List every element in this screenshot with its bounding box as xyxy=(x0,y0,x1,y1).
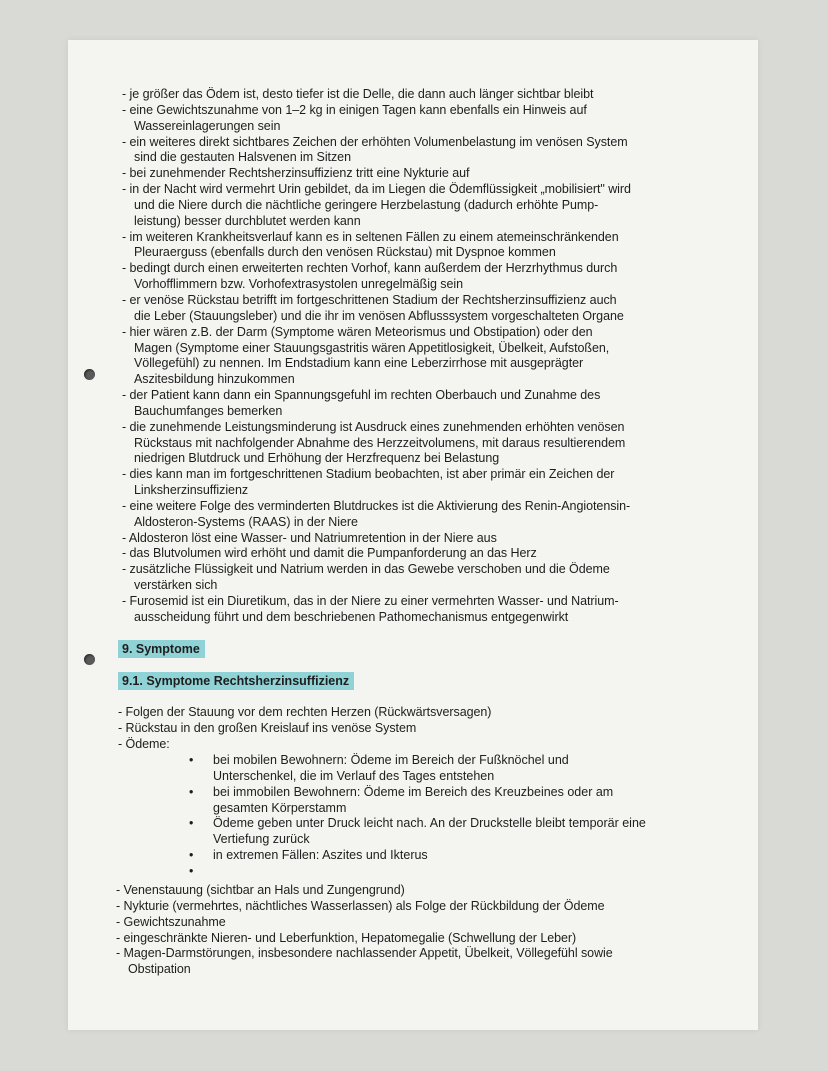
bullet-item xyxy=(186,816,646,848)
text-line: - hier wären z.B. der Darm (Symptome wären Meteorismus und Obstipation) oder den xyxy=(122,324,593,339)
text-line: - Magen-Darmstörungen, insbesondere nachlassender Appetit, Übelkeit, Völlegefühl sowie xyxy=(116,946,613,961)
text-line: - bei zunehmender Rechtsherzinsuffizienz tritt eine Nykturie auf xyxy=(122,166,470,181)
paragraph-block xyxy=(122,87,722,626)
text-line: - in der Nacht wird vermehrt Urin gebildet, da im Liegen die Ödemflüssigkeit „mobilisiert" wird xyxy=(122,182,631,197)
bullet-text: in extremen Fällen: Aszites und Ikterus xyxy=(213,848,428,863)
text-line: leistung) besser durchblutet werden kann xyxy=(134,213,361,228)
text-line: - Gewichtszunahme xyxy=(116,914,226,929)
text-line: die Leber (Stauungsleber) und die ihr im venösen Abflusssystem vorgeschalteten Organe xyxy=(134,308,624,323)
text-line: niedrigen Blutdruck und Erhöhung der Herzfrequenz bei Belastung xyxy=(134,451,500,466)
text-line: - der Patient kann dann ein Spannungsgefuhl im rechten Oberbauch und Zunahme des xyxy=(122,388,601,403)
bullet-icon: • xyxy=(189,816,194,831)
subsection-heading-text: 9.1. Symptome Rechtsherzinsuffizienz xyxy=(118,672,354,690)
text-line: sind die gestauten Halsvenen im Sitzen xyxy=(134,150,351,165)
text-line: und die Niere durch die nächtliche geringere Herzbelastung (dadurch erhöhte Pump- xyxy=(134,197,599,212)
bullet-item xyxy=(186,753,646,785)
text-line: - er venöse Rückstau betrifft im fortgeschrittenen Stadium der Rechtsherzinsuffizienz auch xyxy=(122,292,617,307)
text-line: - Rückstau in den großen Kreislauf ins venöse System xyxy=(118,720,417,735)
bullet-text: Vertiefung zurück xyxy=(213,832,310,847)
text-line: Linksherzinsuffizienz xyxy=(134,483,249,498)
bullet-icon: • xyxy=(189,848,194,863)
text-line: Wassereinlagerungen sein xyxy=(134,118,281,133)
punch-hole xyxy=(84,654,95,665)
text-line: - Folgen der Stauung vor dem rechten Herzen (Rückwärtsversagen) xyxy=(118,705,492,719)
text-line: - Ödeme: xyxy=(118,736,170,751)
section-heading xyxy=(118,642,205,656)
text-line: Rückstaus mit nachfolgender Abnahme des Herzzeitvolumens, mit daraus resultierendem xyxy=(134,435,626,450)
text-line: Aldosteron-Systems (RAAS) in der Niere xyxy=(134,514,358,529)
bullet-item xyxy=(186,864,646,880)
text-line: - ein weiteres direkt sichtbares Zeichen der erhöhten Volumenbelastung im venösen System xyxy=(122,134,628,149)
text-line: - Nykturie (vermehrtes, nächtliches Wasserlassen) als Folge der Rückbildung der Ödeme xyxy=(116,898,605,913)
text-line: Völlegefühl) zu nennen. Im Endstadium kann eine Leberzirrhose mit ausgeprägter xyxy=(134,356,584,371)
subsection-heading xyxy=(118,674,354,688)
punch-hole xyxy=(84,369,95,380)
text-line: - Furosemid ist ein Diuretikum, das in der Niere zu einer vermehrten Wasser- und Natrium- xyxy=(122,594,619,608)
bullet-item xyxy=(186,848,646,864)
symptom-list xyxy=(118,705,491,753)
text-line: - die zunehmende Leistungsminderung ist Ausdruck eines zunehmenden erhöhten venösen xyxy=(122,419,625,434)
bullet-icon: • xyxy=(189,784,194,799)
text-line: Bauchumfanges bemerken xyxy=(134,403,283,418)
text-line: - eingeschränkte Nieren- und Leberfunktion, Hepatomegalie (Schwellung der Leber) xyxy=(116,930,577,945)
edema-bullet-list xyxy=(186,753,646,880)
text-line: Magen (Symptome einer Stauungsgastritis wären Appetitlosigkeit, Übelkeit, Aufstoßen, xyxy=(134,340,610,355)
bullet-icon: • xyxy=(189,753,194,767)
text-line: - dies kann man im fortgeschrittenen Stadium beobachten, ist aber primär ein Zeichen der xyxy=(122,467,615,482)
text-line: Pleuraerguss (ebenfalls durch den venösen Rückstau) mit Dyspnoe kommen xyxy=(134,245,556,260)
text-line: Obstipation xyxy=(128,962,191,977)
text-line: ausscheidung führt und dem beschriebenen Pathomechanismus entgegenwirkt xyxy=(134,609,569,624)
text-line: - eine weitere Folge des verminderten Blutdruckes ist die Aktivierung des Renin-Angiotensin- xyxy=(122,498,631,513)
text-line: - eine Gewichtszunahme von 1–2 kg in einigen Tagen kann ebenfalls ein Hinweis auf xyxy=(122,102,587,117)
bullet-text: bei mobilen Bewohnern: Ödeme im Bereich der Fußknöchel und xyxy=(213,753,569,767)
text-line: - zusätzliche Flüssigkeit und Natrium werden in das Gewebe verschoben und die Ödeme xyxy=(122,562,610,577)
text-line: - Aldosteron löst eine Wasser- und Natriumretention in der Niere aus xyxy=(122,530,497,545)
bullet-text: bei immobilen Bewohnern: Ödeme im Bereich des Kreuzbeines oder am xyxy=(213,784,614,799)
text-line: - bedingt durch einen erweiterten rechten Vorhof, kann außerdem der Herzrhythmus durch xyxy=(122,261,618,276)
bullet-text: Unterschenkel, die im Verlauf des Tages entstehen xyxy=(213,768,495,783)
text-line: Vorhofflimmern bzw. Vorhofextrasystolen unregelmäßig sein xyxy=(134,277,464,292)
text-line: - im weiteren Krankheitsverlauf kann es in seltenen Fällen zu einem atemeinschränkenden xyxy=(122,229,619,244)
text-line: Aszitesbildung hinzukommen xyxy=(134,372,295,387)
text-line: verstärken sich xyxy=(134,578,218,593)
symptom-list-continued xyxy=(116,883,613,978)
text-line: - je größer das Ödem ist, desto tiefer ist die Delle, die dann auch länger sichtbar bleibt xyxy=(122,87,594,101)
bullet-text xyxy=(213,864,646,880)
text-line: - Venenstauung (sichtbar an Hals und Zungengrund) xyxy=(116,883,405,897)
bullet-item xyxy=(186,785,646,817)
bullet-text: Ödeme geben unter Druck leicht nach. An der Druckstelle bleibt temporär eine xyxy=(213,816,646,831)
section-heading-text: 9. Symptome xyxy=(118,640,205,658)
text-line: - das Blutvolumen wird erhöht und damit die Pumpanforderung an das Herz xyxy=(122,546,537,561)
bullet-text: gesamten Körperstamm xyxy=(213,800,347,815)
bullet-icon: • xyxy=(189,863,194,878)
